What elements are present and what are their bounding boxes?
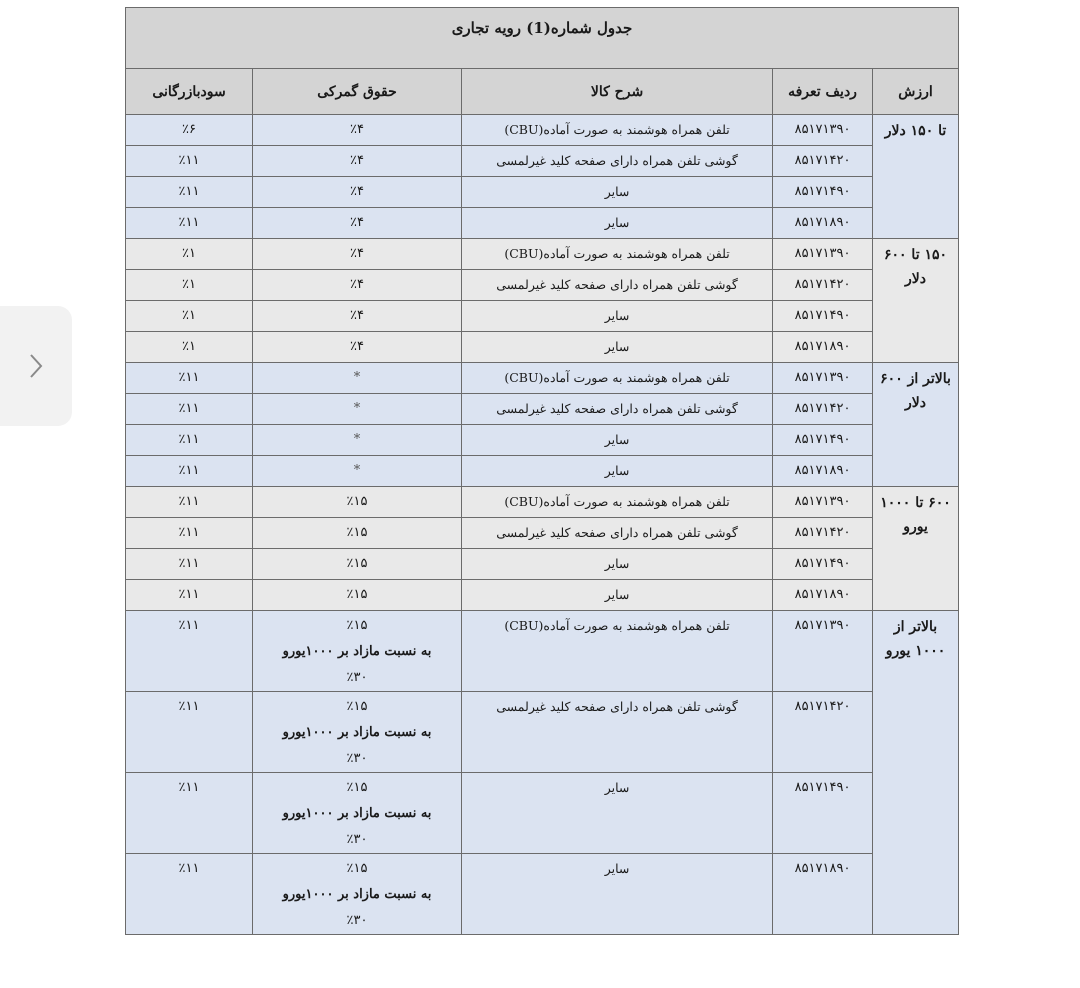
table-row: [126, 518, 959, 549]
description-cell: سایر: [462, 854, 773, 935]
customs-rate: ٪۱۵: [346, 699, 368, 714]
description-cell: تلفن همراه هوشمند به صورت آماده(CBU): [462, 487, 773, 518]
customs-duty-cell: *: [253, 425, 462, 456]
header-customs: حقوق گمرکی: [253, 69, 462, 115]
table-row: [126, 854, 959, 935]
table-row: [126, 549, 959, 580]
commercial-profit-cell: ٪۶: [126, 115, 253, 146]
tariff-code-cell: ۸۵۱۷۱۴۹۰: [773, 425, 873, 456]
description-cell: گوشی تلفن همراه دارای صفحه کلید غیرلمسی: [462, 518, 773, 549]
header-tariff: ردیف تعرفه: [773, 69, 873, 115]
customs-rate: ٪۳۰: [346, 670, 368, 685]
table-row: [126, 115, 959, 146]
commercial-profit-cell: ٪۱۱: [126, 773, 253, 854]
tariff-code-cell: ۸۵۱۷۱۳۹۰: [773, 363, 873, 394]
commercial-profit-cell: ٪۱: [126, 239, 253, 270]
table-title: جدول شماره(1) رویه تجاری: [126, 8, 959, 69]
tariff-code-cell: ۸۵۱۷۱۴۲۰: [773, 270, 873, 301]
tariff-code-cell: ۸۵۱۷۱۸۹۰: [773, 580, 873, 611]
table-row: [126, 773, 959, 854]
customs-duty-cell: ٪۴: [253, 239, 462, 270]
tariff-code-cell: ۸۵۱۷۱۳۹۰: [773, 611, 873, 692]
table-row: [126, 692, 959, 773]
customs-rate: ٪۱۵: [346, 861, 368, 876]
tariff-code-cell: ۸۵۱۷۱۸۹۰: [773, 854, 873, 935]
header-profit: سودبازرگانی: [126, 69, 253, 115]
description-cell: سایر: [462, 456, 773, 487]
table-row: [126, 487, 959, 518]
commercial-profit-cell: ٪۱: [126, 270, 253, 301]
commercial-profit-cell: ٪۱۱: [126, 518, 253, 549]
value-range-cell: بالاتر از ۶۰۰ دلار: [873, 363, 959, 487]
tariff-code-cell: ۸۵۱۷۱۴۲۰: [773, 692, 873, 773]
customs-rate: ٪۱۵: [346, 618, 368, 633]
description-cell: گوشی تلفن همراه دارای صفحه کلید غیرلمسی: [462, 692, 773, 773]
commercial-profit-cell: ٪۱۱: [126, 394, 253, 425]
commercial-profit-cell: ٪۱۱: [126, 363, 253, 394]
tariff-code-cell: ۸۵۱۷۱۳۹۰: [773, 239, 873, 270]
tariff-code-cell: ۸۵۱۷۱۳۹۰: [773, 115, 873, 146]
customs-rate: ٪۳۰: [346, 751, 368, 766]
tariff-code-cell: ۸۵۱۷۱۴۲۰: [773, 146, 873, 177]
commercial-profit-cell: ٪۱۱: [126, 208, 253, 239]
next-page-button[interactable]: [0, 306, 72, 426]
commercial-profit-cell: ٪۱: [126, 301, 253, 332]
table-row: [126, 425, 959, 456]
customs-duty-cell: ٪۴: [253, 270, 462, 301]
customs-duty-cell: ٪۱۵: [253, 580, 462, 611]
commercial-profit-cell: ٪۱۱: [126, 854, 253, 935]
description-cell: تلفن همراه هوشمند به صورت آماده(CBU): [462, 611, 773, 692]
tariff-code-cell: ۸۵۱۷۱۸۹۰: [773, 456, 873, 487]
customs-duty-cell: ٪۱۵: [253, 487, 462, 518]
description-cell: گوشی تلفن همراه دارای صفحه کلید غیرلمسی: [462, 394, 773, 425]
table-body: [126, 115, 959, 935]
customs-rate: ٪۱۵: [346, 780, 368, 795]
value-range-cell: ۱۵۰ تا ۶۰۰ دلار: [873, 239, 959, 363]
description-cell: گوشی تلفن همراه دارای صفحه کلید غیرلمسی: [462, 146, 773, 177]
table-row: [126, 363, 959, 394]
chevron-right-icon: [27, 351, 45, 381]
commercial-profit-cell: ٪۱۱: [126, 611, 253, 692]
commercial-profit-cell: ٪۱۱: [126, 487, 253, 518]
customs-duty-cell: ٪۴: [253, 146, 462, 177]
description-cell: سایر: [462, 425, 773, 456]
commercial-profit-cell: ٪۱۱: [126, 425, 253, 456]
table-row: [126, 611, 959, 692]
table-row: [126, 394, 959, 425]
customs-duty-cell: ٪۴: [253, 208, 462, 239]
customs-duty-cell: [253, 611, 462, 692]
commercial-profit-cell: ٪۱۱: [126, 177, 253, 208]
description-cell: سایر: [462, 580, 773, 611]
table-row: [126, 208, 959, 239]
customs-duty-cell: ٪۴: [253, 115, 462, 146]
tariff-table: [125, 7, 959, 935]
customs-duty-cell: ٪۴: [253, 177, 462, 208]
tariff-code-cell: ۸۵۱۷۱۸۹۰: [773, 332, 873, 363]
commercial-profit-cell: ٪۱۱: [126, 456, 253, 487]
tariff-code-cell: ۸۵۱۷۱۴۲۰: [773, 518, 873, 549]
tariff-code-cell: ۸۵۱۷۱۸۹۰: [773, 208, 873, 239]
customs-note: به نسبت مازاد بر ۱۰۰۰یورو: [282, 725, 432, 740]
commercial-profit-cell: ٪۱۱: [126, 549, 253, 580]
value-range-cell: بالاتر از ۱۰۰۰ یورو: [873, 611, 959, 935]
commercial-profit-cell: ٪۱۱: [126, 146, 253, 177]
customs-duty-cell: *: [253, 456, 462, 487]
description-cell: سایر: [462, 332, 773, 363]
table-row: [126, 270, 959, 301]
value-range-cell: تا ۱۵۰ دلار: [873, 115, 959, 239]
customs-note: به نسبت مازاد بر ۱۰۰۰یورو: [282, 887, 432, 902]
commercial-profit-cell: ٪۱۱: [126, 692, 253, 773]
commercial-profit-cell: ٪۱: [126, 332, 253, 363]
commercial-profit-cell: ٪۱۱: [126, 580, 253, 611]
customs-rate: ٪۳۰: [346, 832, 368, 847]
table-row: [126, 239, 959, 270]
tariff-code-cell: ۸۵۱۷۱۴۹۰: [773, 773, 873, 854]
description-cell: تلفن همراه هوشمند به صورت آماده(CBU): [462, 115, 773, 146]
customs-duty-cell: *: [253, 394, 462, 425]
description-cell: سایر: [462, 773, 773, 854]
customs-duty-cell: [253, 773, 462, 854]
customs-duty-cell: ٪۴: [253, 301, 462, 332]
customs-duty-cell: ٪۱۵: [253, 518, 462, 549]
table-row: [126, 456, 959, 487]
description-cell: سایر: [462, 549, 773, 580]
customs-duty-cell: [253, 692, 462, 773]
description-cell: تلفن همراه هوشمند به صورت آماده(CBU): [462, 239, 773, 270]
customs-rate: ٪۳۰: [346, 913, 368, 928]
tariff-code-cell: ۸۵۱۷۱۴۹۰: [773, 177, 873, 208]
description-cell: سایر: [462, 301, 773, 332]
table-row: [126, 580, 959, 611]
header-value: ارزش: [873, 69, 959, 115]
customs-duty-cell: ٪۴: [253, 332, 462, 363]
description-cell: سایر: [462, 208, 773, 239]
customs-duty-cell: [253, 854, 462, 935]
table-row: [126, 301, 959, 332]
customs-note: به نسبت مازاد بر ۱۰۰۰یورو: [282, 806, 432, 821]
header-description: شرح کالا: [462, 69, 773, 115]
description-cell: سایر: [462, 177, 773, 208]
tariff-code-cell: ۸۵۱۷۱۴۹۰: [773, 301, 873, 332]
table-row: [126, 332, 959, 363]
tariff-code-cell: ۸۵۱۷۱۴۹۰: [773, 549, 873, 580]
customs-duty-cell: *: [253, 363, 462, 394]
tariff-code-cell: ۸۵۱۷۱۳۹۰: [773, 487, 873, 518]
customs-note: به نسبت مازاد بر ۱۰۰۰یورو: [282, 644, 432, 659]
table-row: [126, 146, 959, 177]
description-cell: تلفن همراه هوشمند به صورت آماده(CBU): [462, 363, 773, 394]
description-cell: گوشی تلفن همراه دارای صفحه کلید غیرلمسی: [462, 270, 773, 301]
customs-duty-cell: ٪۱۵: [253, 549, 462, 580]
tariff-code-cell: ۸۵۱۷۱۴۲۰: [773, 394, 873, 425]
table-row: [126, 177, 959, 208]
value-range-cell: ۶۰۰ تا ۱۰۰۰ یورو: [873, 487, 959, 611]
